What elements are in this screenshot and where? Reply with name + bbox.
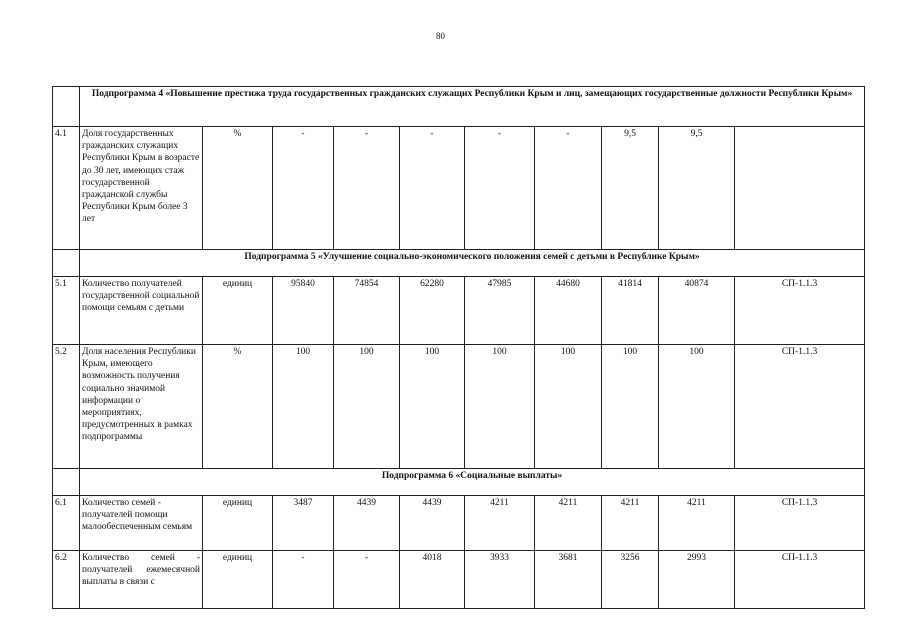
value-cell: 44680 xyxy=(535,277,602,345)
source-cell: СП-1.1.3 xyxy=(735,345,865,469)
table-row xyxy=(53,277,865,345)
value-cell: 9,5 xyxy=(659,127,735,250)
source-cell: СП-1.1.3 xyxy=(735,551,865,609)
unit-cell: % xyxy=(203,345,273,469)
section-title: Подпрограмма 5 «Улучшение социально-экономического положения семей с детьми в Республике Крым» xyxy=(80,250,865,277)
value-cell: 100 xyxy=(273,345,334,469)
value-cell: 4211 xyxy=(602,496,659,551)
page-number: 80 xyxy=(436,31,445,41)
value-cell: 4211 xyxy=(465,496,535,551)
value-cell: 3256 xyxy=(602,551,659,609)
source-cell: СП-1.1.3 xyxy=(735,277,865,345)
value-cell: 4439 xyxy=(334,496,400,551)
value-cell: 3933 xyxy=(465,551,535,609)
indicator-description: Количество получателей государственной социальной помощи семьям с детьми xyxy=(80,277,203,345)
table-row xyxy=(53,345,865,469)
value-cell: 40874 xyxy=(659,277,735,345)
row-number: 6.2 xyxy=(53,551,80,609)
value-cell: - xyxy=(535,127,602,250)
section-num-cell xyxy=(53,469,80,496)
row-number: 5.1 xyxy=(53,277,80,345)
value-cell: - xyxy=(400,127,465,250)
value-cell: 74854 xyxy=(334,277,400,345)
value-cell: 100 xyxy=(334,345,400,469)
value-cell: 4018 xyxy=(400,551,465,609)
value-cell: 100 xyxy=(535,345,602,469)
unit-cell: % xyxy=(203,127,273,250)
section-title: Подпрограмма 4 «Повышение престижа труда государственных гражданских служащих Республики Крым и лиц, замещающих государственные должности Республики Крым» xyxy=(80,87,865,127)
indicator-description: Доля государственных гражданских служащих Республики Крым в возрасте до 30 лет, имеющих стаж государственной гражданской службы Республики Крым более 3 лет xyxy=(80,127,203,250)
value-cell: 62280 xyxy=(400,277,465,345)
value-cell: 3681 xyxy=(535,551,602,609)
indicator-description: Доля населения Республики Крым, имеющего возможность получения социально значимой информации о мероприятиях, предусмотренных в рамках подпрограммы xyxy=(80,345,203,469)
row-number: 6.1 xyxy=(53,496,80,551)
table-row xyxy=(53,496,865,551)
value-cell: 4211 xyxy=(659,496,735,551)
row-number: 5.2 xyxy=(53,345,80,469)
unit-cell: единиц xyxy=(203,277,273,345)
value-cell: - xyxy=(334,551,400,609)
section-header-row xyxy=(53,250,865,277)
section-title: Подпрограмма 6 «Социальные выплаты» xyxy=(80,469,865,496)
row-number: 4.1 xyxy=(53,127,80,250)
value-cell: 100 xyxy=(659,345,735,469)
value-cell: - xyxy=(273,127,334,250)
table-row xyxy=(53,127,865,250)
source-cell: СП-1.1.3 xyxy=(735,496,865,551)
value-cell: 100 xyxy=(400,345,465,469)
value-cell: - xyxy=(334,127,400,250)
source-cell xyxy=(735,127,865,250)
section-num-cell xyxy=(53,250,80,277)
value-cell: - xyxy=(273,551,334,609)
value-cell: 95840 xyxy=(273,277,334,345)
value-cell: 4439 xyxy=(400,496,465,551)
indicators-table xyxy=(52,86,865,609)
value-cell: 100 xyxy=(465,345,535,469)
table-row xyxy=(53,551,865,609)
unit-cell: единиц xyxy=(203,496,273,551)
unit-cell: единиц xyxy=(203,551,273,609)
section-num-cell xyxy=(53,87,80,127)
indicator-description: Количество семей - получателей ежемесячной выплаты в связи с xyxy=(80,551,203,609)
indicator-description: Количество семей - получателей помощи малообеспеченным семьям xyxy=(80,496,203,551)
value-cell: - xyxy=(465,127,535,250)
value-cell: 9,5 xyxy=(602,127,659,250)
value-cell: 47985 xyxy=(465,277,535,345)
value-cell: 3487 xyxy=(273,496,334,551)
value-cell: 100 xyxy=(602,345,659,469)
section-header-row xyxy=(53,87,865,127)
section-header-row xyxy=(53,469,865,496)
value-cell: 4211 xyxy=(535,496,602,551)
value-cell: 2993 xyxy=(659,551,735,609)
value-cell: 41814 xyxy=(602,277,659,345)
